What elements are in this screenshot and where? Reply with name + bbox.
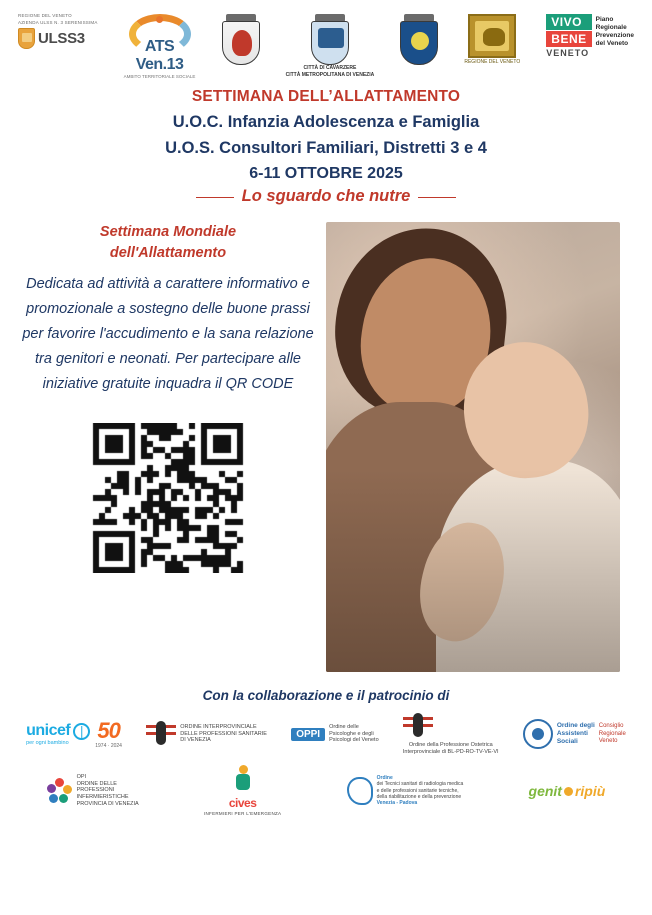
unicef-tagline: per ogni bambino xyxy=(26,740,69,747)
opi-logo xyxy=(47,774,139,807)
ordine-ostetriche-venezia-logo xyxy=(146,721,267,747)
prp-line-1: Piano xyxy=(595,16,614,23)
bene-chip: BENE xyxy=(546,31,591,47)
ulss3-logo xyxy=(18,14,98,49)
ostetrica-caption-1: Ordine della Professione Ostetrica xyxy=(408,742,493,748)
genit-dot-icon xyxy=(564,787,573,796)
ulss3-shield-icon xyxy=(18,28,35,49)
title-block xyxy=(0,86,652,206)
vivo-chip: VIVO xyxy=(546,14,591,30)
cives-tagline: INFERMIERI PER L'EMERGENZA xyxy=(203,811,282,817)
winged-lion-icon xyxy=(468,14,516,58)
right-column xyxy=(326,222,626,672)
citta-metropolitana-venezia-crest xyxy=(222,14,260,66)
unicef-anniversary: 50 xyxy=(97,718,120,744)
ulss3-wordmark: ULSS3 xyxy=(38,29,85,47)
sponsor-row-2 xyxy=(0,755,652,816)
qr-code[interactable] xyxy=(88,423,248,573)
assistenti-sociali-icon xyxy=(523,719,553,749)
oppi-badge: OPPI xyxy=(291,728,325,741)
cavarzere-caption-1: CITTÀ DI CAVARZERE xyxy=(303,65,357,71)
ordine-professione-ostetrica-logo xyxy=(403,713,499,755)
regione-del-veneto-logo xyxy=(464,14,520,65)
oppi-line-1: Ordine delle xyxy=(329,724,359,731)
consiglio-line-2: Regionale xyxy=(598,730,626,737)
lead-line-2: dell'Allattamento xyxy=(109,245,227,262)
psico-line-2: dei Tecnici sanitari di radiologia medica xyxy=(376,781,464,788)
vivo-bene-veneto-logo xyxy=(546,14,634,58)
genitoripiu-logo xyxy=(529,783,606,799)
shield-icon xyxy=(222,21,260,65)
globe-icon xyxy=(73,723,90,740)
unicef-logo xyxy=(26,718,122,750)
event-dates: 6-11 OTTOBRE 2025 xyxy=(249,165,403,182)
oppi-veneto-logo xyxy=(291,724,378,744)
top-logo-bar xyxy=(0,0,652,86)
ats-sub: AMBITO TERRITORIALE SOCIALE xyxy=(123,74,196,79)
unicef-wordmark: unicef xyxy=(26,722,71,740)
ulss3-region-line-2: AZIENDA ULSS N. 3 SERENISSIMA xyxy=(18,19,98,25)
poster-title: SETTIMANA DELL’ALLATTAMENTO xyxy=(191,88,461,105)
opi-line-1: ORDINE DELLE xyxy=(76,780,117,787)
ordine-assistenti-sociali-logo xyxy=(523,719,626,749)
collaboration-heading: Con la collaborazione e il patrocinio di xyxy=(202,688,450,703)
uoc-line: U.O.C. Infanzia Adolescenza e Famiglia xyxy=(172,113,480,131)
ostetrica-caption-2: Interprovinciale di BL-PD-RO-TV-VE-VI xyxy=(402,748,499,755)
prp-line-3: Prevenzione xyxy=(595,32,634,40)
ordine-icon xyxy=(146,721,176,747)
lead-line-1: Settimana Mondiale xyxy=(99,224,237,240)
ulss3-region-line-1: REGIONE DEL VENETO xyxy=(18,13,72,18)
ats-arc-icon xyxy=(129,14,191,38)
cives-figure-icon xyxy=(226,765,260,795)
oppi-line-2: Psicologhe e degli xyxy=(329,730,374,737)
cives-logo xyxy=(204,765,281,816)
opi-line-3: INFERMIERISTICHE xyxy=(76,793,129,800)
psico-line-3: e delle professioni sanitarie tecniche, xyxy=(376,787,459,794)
ordine-line-3: DI VENEZIA xyxy=(180,737,211,744)
genit-word-1: genit xyxy=(528,782,562,799)
psico-line-4: della riabilitazione e della prevenzione xyxy=(376,793,462,800)
unicef-years: 1974 · 2024 xyxy=(95,743,122,750)
left-column xyxy=(18,222,318,672)
event-tagline: Lo sguardo che nutre xyxy=(238,187,415,206)
assistenti-line-2: Assistenti xyxy=(556,730,588,738)
shield-icon xyxy=(311,21,349,65)
prp-line-4: del Veneto xyxy=(595,40,629,48)
ostetrica-icon xyxy=(403,713,433,739)
ats-ven13-logo xyxy=(124,14,196,79)
consiglio-line-3: Veneto xyxy=(598,737,618,744)
regione-caption: REGIONE DEL VENETO xyxy=(464,59,521,65)
shield-icon xyxy=(400,21,438,65)
assistenti-line-1: Ordine degli xyxy=(556,722,595,730)
prp-line-2: Regionale xyxy=(595,24,627,32)
opi-line-4: PROVINCIA DI VENEZIA xyxy=(76,800,139,807)
ordine-psicologi-logo xyxy=(347,775,464,806)
ats-label: ATS xyxy=(144,38,175,55)
genit-word-2: ripiù xyxy=(574,782,606,799)
oppi-line-3: Psicologi del Veneto xyxy=(329,737,379,744)
psico-line-1: Ordine xyxy=(376,775,393,782)
qr-code-area[interactable] xyxy=(18,423,318,573)
description-paragraph: Dedicata ad attività a carattere informativo e promozionale a sostegno delle buone prassi per favorire l'accudimento e la sana relazione tra genitori e neonati. Per partecipare alle iniziative gratuite inquadra il QR CODE xyxy=(22,276,314,392)
mother-and-baby-photo xyxy=(326,222,620,672)
consiglio-line-1: Consiglio xyxy=(598,723,624,730)
opi-badge: OPI xyxy=(76,774,87,781)
cavarzere-caption-2: CITTÀ METROPOLITANA DI VENEZIA xyxy=(285,71,375,78)
citta-di-cavarzere-crest xyxy=(286,14,375,79)
ats-label-2: Ven.13 xyxy=(135,56,184,73)
ear-icon xyxy=(347,777,373,805)
psico-line-5: Venezia - Padova xyxy=(376,800,418,807)
opi-flower-icon xyxy=(47,778,73,804)
sponsor-row-1 xyxy=(0,703,652,755)
assistenti-line-3: Sociali xyxy=(556,737,578,745)
comune-crest xyxy=(400,14,438,66)
veneto-wordmark: VENETO xyxy=(546,48,590,58)
ordine-line-2: DELLE PROFESSIONI SANITARIE xyxy=(180,730,267,737)
opi-line-2: PROFESSIONI xyxy=(76,787,115,794)
main-content xyxy=(0,206,652,672)
cives-wordmark: cives xyxy=(228,796,257,811)
uos-line: U.O.S. Consultori Familiari, Distretti 3 e 4 xyxy=(165,139,487,157)
ordine-line-1: ORDINE INTERPROVINCIALE xyxy=(180,724,257,731)
